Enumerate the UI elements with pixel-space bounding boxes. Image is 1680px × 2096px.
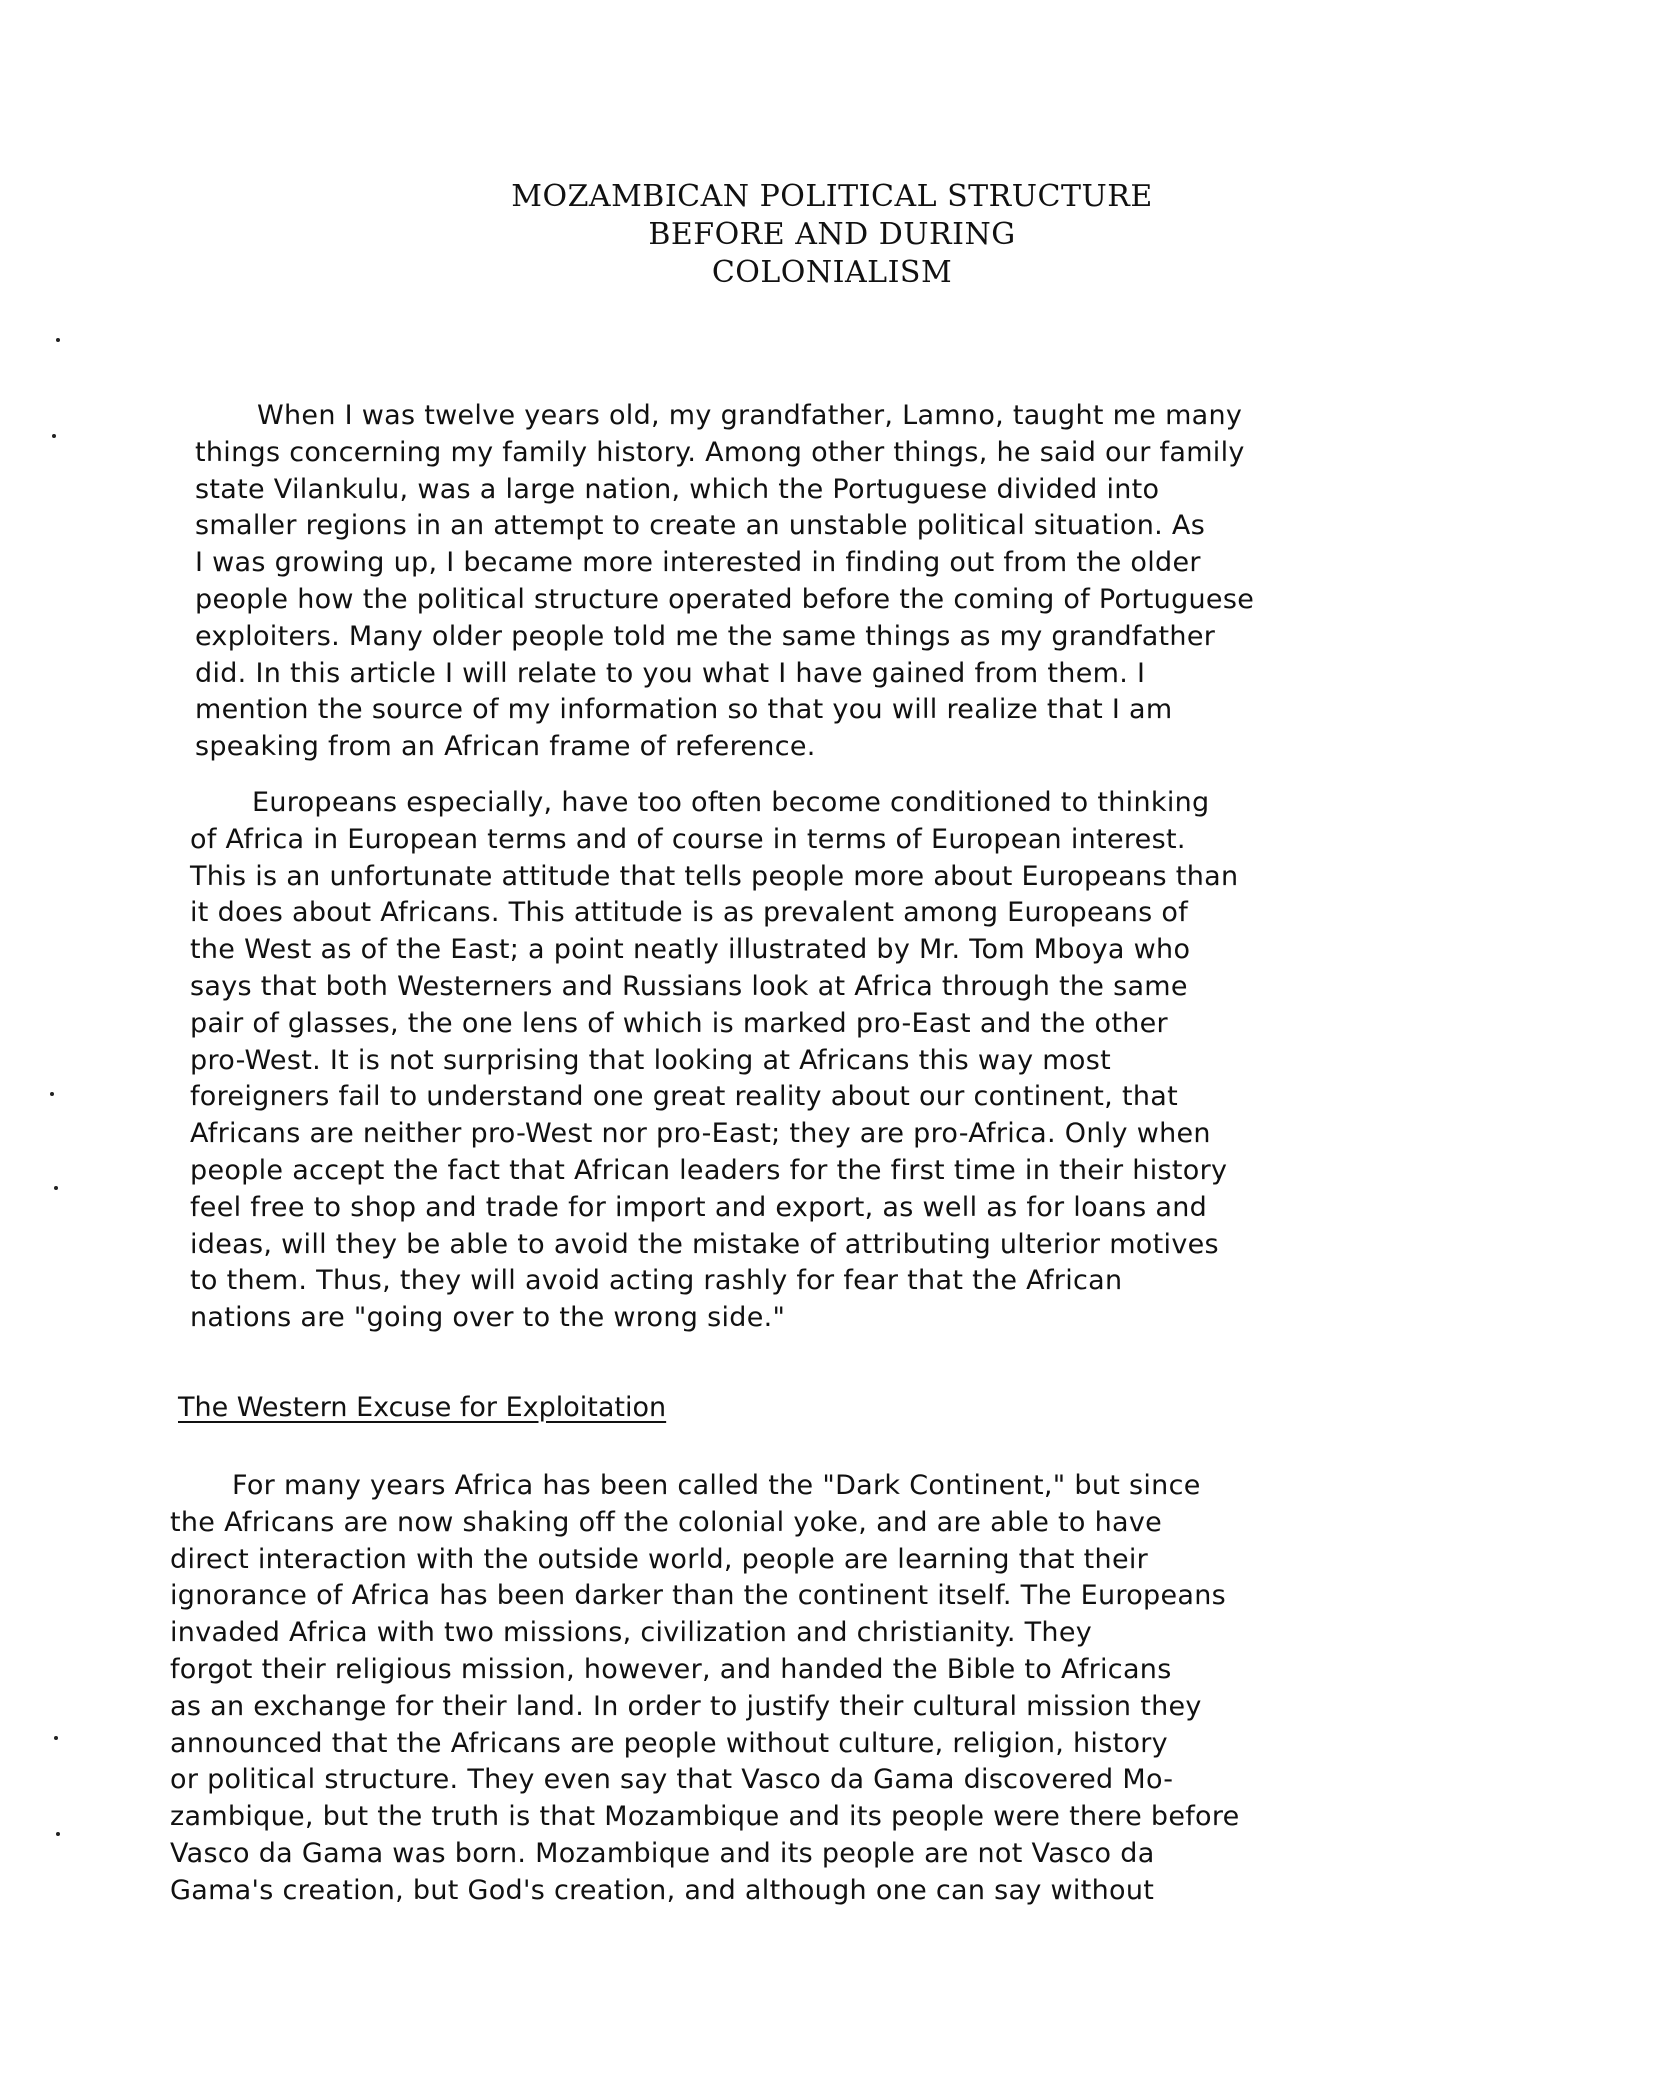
text-line: state Vilankulu, was a large nation, which the Portuguese divided into — [195, 473, 1160, 505]
section-heading: The Western Excuse for Exploitation — [178, 1392, 667, 1423]
scan-speck — [52, 434, 56, 438]
title-line: MOZAMBICAN POLITICAL STRUCTURE — [511, 179, 1153, 214]
scan-speck — [54, 1186, 58, 1190]
text-line: announced that the Africans are people without culture, religion, history — [170, 1727, 1168, 1759]
text-line: direct interaction with the outside world, people are learning that their — [170, 1543, 1149, 1575]
text-line: invaded Africa with two missions, civilization and christianity. They — [170, 1617, 1093, 1649]
text-line: people accept the fact that African leaders for the first time in their history — [190, 1154, 1228, 1186]
paragraph-dark-continent — [170, 1468, 1490, 1910]
text-line: Africans are neither pro-West nor pro-East; they are pro-Africa. Only when — [190, 1118, 1211, 1150]
scan-speck — [54, 1736, 58, 1740]
text-line: as an exchange for their land. In order to justify their cultural mission they — [170, 1690, 1202, 1722]
text-line: speaking from an African frame of reference. — [195, 731, 816, 763]
text-line: feel free to shop and trade for import and export, as well as for loans and — [190, 1191, 1208, 1223]
paragraph-childhood — [195, 398, 1515, 766]
text-line: smaller regions in an attempt to create an unstable political situation. As — [195, 510, 1206, 542]
document-title — [0, 178, 1664, 292]
scan-speck — [56, 338, 60, 342]
text-line: did. In this article I will relate to you what I have gained from them. I — [195, 657, 1146, 689]
text-line: Europeans especially, have too often become conditioned to thinking — [252, 787, 1210, 818]
text-line: things concerning my family history. Among other things, he said our family — [195, 436, 1245, 468]
text-line: or political structure. They even say that Vasco da Gama discovered Mo- — [170, 1764, 1174, 1796]
text-line: This is an unfortunate attitude that tells people more about Europeans than — [190, 860, 1239, 892]
text-line: of Africa in European terms and of course in terms of European interest. — [190, 823, 1186, 855]
text-line: to them. Thus, they will avoid acting rashly for fear that the African — [190, 1265, 1123, 1297]
text-line: For many years Africa has been called the "Dark Continent," but since — [232, 1470, 1201, 1501]
text-line: mention the source of my information so that you will realize that I am — [195, 694, 1173, 726]
text-line: nations are "going over to the wrong side." — [190, 1302, 786, 1334]
text-line: zambique, but the truth is that Mozambique and its people were there before — [170, 1801, 1240, 1833]
title-line: COLONIALISM — [711, 255, 953, 290]
text-line: forgot their religious mission, however, and handed the Bible to Africans — [170, 1653, 1172, 1685]
paragraph-europeans — [190, 785, 1510, 1337]
text-line: foreigners fail to understand one great reality about our continent, that — [190, 1081, 1178, 1113]
text-line: ideas, will they be able to avoid the mistake of attributing ulterior motives — [190, 1228, 1219, 1260]
text-line: the West as of the East; a point neatly illustrated by Mr. Tom Mboya who — [190, 934, 1191, 966]
title-line: BEFORE AND DURING — [648, 217, 1016, 252]
scan-speck — [50, 1092, 54, 1096]
text-line: ignorance of Africa has been darker than the continent itself. The Europeans — [170, 1580, 1227, 1612]
text-line: people how the political structure operated before the coming of Portuguese — [195, 583, 1255, 615]
scan-speck — [56, 1832, 60, 1836]
text-line: it does about Africans. This attitude is as prevalent among Europeans of — [190, 897, 1189, 929]
text-line: Gama's creation, but God's creation, and although one can say without — [170, 1874, 1155, 1906]
text-line: the Africans are now shaking off the colonial yoke, and are able to have — [170, 1506, 1163, 1538]
text-line: I was growing up, I became more interested in finding out from the older — [195, 547, 1201, 579]
text-line: says that both Westerners and Russians look at Africa through the same — [190, 970, 1188, 1002]
text-line: pro-West. It is not surprising that looking at Africans this way most — [190, 1044, 1111, 1076]
text-line: exploiters. Many older people told me the same things as my grandfather — [195, 620, 1216, 652]
text-line: Vasco da Gama was born. Mozambique and its people are not Vasco da — [170, 1837, 1155, 1869]
text-line: When I was twelve years old, my grandfather, Lamno, taught me many — [257, 400, 1243, 431]
text-line: pair of glasses, the one lens of which is marked pro-East and the other — [190, 1007, 1168, 1039]
